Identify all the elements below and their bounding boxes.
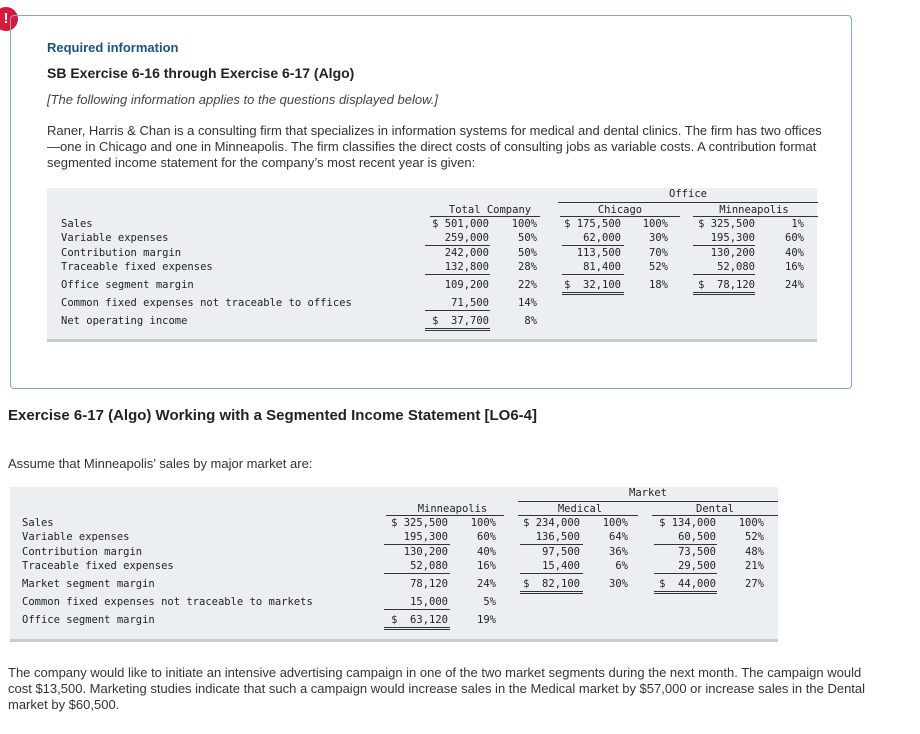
row-label: Variable expenses: [22, 531, 130, 543]
segment-a-percent: 6%: [615, 560, 628, 572]
segment-b-value: $ 44,000: [659, 578, 716, 590]
segment-a-percent: 18%: [649, 279, 668, 291]
required-information-heading: Required information: [47, 40, 179, 55]
total-value: $ 501,000: [432, 218, 489, 230]
segment-b-value: 130,200: [710, 247, 755, 259]
total-percent: 24%: [477, 578, 496, 590]
intro-paragraph: Raner, Harris & Chan is a consulting firm that specializes in information systems for medical and dental clinics. The firm has two offices—one in Chicago and one in Minneapolis. The firm classifies the direct costs of consulting jobs as variable costs. A contribution format segmented income statement for the company’s most recent year is given:: [47, 123, 822, 170]
applies-note: [The following information applies to the questions displayed below.]: [47, 92, 438, 107]
row-label: Traceable fixed expenses: [22, 560, 174, 572]
total-percent: 100%: [470, 517, 496, 529]
segment-b-value: 73,500: [678, 546, 716, 558]
segment-a-percent: 64%: [609, 531, 628, 543]
segment-a-percent: 52%: [649, 261, 668, 273]
segment-a-percent: 100%: [642, 218, 668, 230]
segment-a-percent: 70%: [649, 247, 668, 259]
segment-a-percent: 30%: [649, 232, 668, 244]
segment-a-value: 113,500: [576, 247, 621, 259]
table2-col-total: Minneapolis: [417, 503, 488, 515]
total-value: 15,000: [410, 596, 448, 608]
total-percent: 14%: [518, 297, 537, 309]
total-value: 52,080: [410, 560, 448, 572]
total-value: 242,000: [444, 247, 489, 259]
table2-group-header: Market: [629, 487, 667, 499]
segment-b-value: $ 78,120: [698, 279, 755, 291]
row-label: Traceable fixed expenses: [61, 261, 213, 273]
segment-b-percent: 48%: [745, 546, 764, 558]
total-value: 78,120: [410, 578, 448, 590]
alert-icon: !: [0, 7, 18, 31]
row-label: Common fixed expenses not traceable to offices: [61, 297, 352, 309]
segment-b-value: 29,500: [678, 560, 716, 572]
total-value: 132,800: [444, 261, 489, 273]
total-percent: 22%: [518, 279, 537, 291]
segment-a-value: 97,500: [542, 546, 580, 558]
total-percent: 28%: [518, 261, 537, 273]
segment-b-value: 195,300: [710, 232, 755, 244]
row-label: Contribution margin: [61, 247, 182, 259]
total-percent: 50%: [518, 232, 537, 244]
table1-col-a: Chicago: [597, 204, 643, 216]
segment-a-value: 62,000: [583, 232, 621, 244]
total-percent: 50%: [518, 247, 537, 259]
table1-col-b: Minneapolis: [719, 204, 789, 216]
table1-group-header: Office: [669, 188, 707, 200]
total-value: 71,500: [451, 297, 489, 309]
row-label: Sales: [61, 218, 93, 230]
segment-b-value: $ 325,500: [698, 218, 755, 230]
segment-a-value: $ 82,100: [523, 578, 580, 590]
row-label: Contribution margin: [22, 546, 143, 558]
total-percent: 100%: [511, 218, 537, 230]
row-label: Market segment margin: [22, 578, 155, 590]
segment-a-value: $ 234,000: [523, 517, 580, 529]
segment-b-value: 52,080: [717, 261, 755, 273]
total-value: 109,200: [444, 279, 489, 291]
total-percent: 40%: [477, 546, 496, 558]
total-percent: 16%: [477, 560, 496, 572]
segment-a-value: $ 32,100: [564, 279, 621, 291]
total-value: $ 325,500: [391, 517, 448, 529]
segment-a-percent: 30%: [609, 578, 628, 590]
table2-col-a: Medical: [557, 503, 603, 515]
total-percent: 8%: [524, 315, 537, 327]
table1-col-total: Total Company: [448, 204, 532, 216]
row-label: Sales: [22, 517, 54, 529]
segment-b-percent: 40%: [785, 247, 804, 259]
segment-b-value: $ 134,000: [659, 517, 716, 529]
total-percent: 5%: [483, 596, 496, 608]
campaign-paragraph: The company would like to initiate an intensive advertising campaign in one of the two market segments during the next month. The campaign would cost $13,500. Marketing studies indicate that such a campaign would increase sales in the Medical market by $57,000 or increase sales in the Dental market by $60,500.: [8, 665, 866, 712]
segment-a-value: 81,400: [583, 261, 621, 273]
segment-a-percent: 100%: [602, 517, 628, 529]
exercise-title: SB Exercise 6-16 through Exercise 6-17 (Algo): [47, 65, 355, 81]
segment-a-value: $ 175,500: [564, 218, 621, 230]
segment-a-percent: 36%: [609, 546, 628, 558]
total-value: $ 63,120: [391, 614, 448, 626]
segment-b-percent: 16%: [785, 261, 804, 273]
segment-b-percent: 100%: [738, 517, 764, 529]
row-label: Net operating income: [61, 315, 188, 327]
total-value: 259,000: [444, 232, 489, 244]
row-label: Office segment margin: [22, 614, 155, 626]
total-percent: 19%: [477, 614, 496, 626]
total-value: 130,200: [403, 546, 448, 558]
segment-b-percent: 1%: [791, 218, 804, 230]
total-value: $ 37,700: [432, 315, 489, 327]
segment-b-percent: 52%: [745, 531, 764, 543]
segment-b-value: 60,500: [678, 531, 716, 543]
row-label: Common fixed expenses not traceable to markets: [22, 596, 313, 608]
total-percent: 60%: [477, 531, 496, 543]
segment-a-value: 136,500: [535, 531, 580, 543]
assume-text: Assume that Minneapolis’ sales by major market are:: [8, 456, 313, 471]
segment-a-value: 15,400: [542, 560, 580, 572]
total-value: 195,300: [403, 531, 448, 543]
table2-col-b: Dental: [696, 503, 734, 515]
segment-b-percent: 27%: [745, 578, 764, 590]
segment-b-percent: 21%: [745, 560, 764, 572]
section-title: Exercise 6-17 (Algo) Working with a Segmented Income Statement [LO6-4]: [8, 407, 538, 424]
row-label: Office segment margin: [61, 279, 194, 291]
row-label: Variable expenses: [61, 232, 169, 244]
segment-b-percent: 60%: [785, 232, 804, 244]
segment-b-percent: 24%: [785, 279, 804, 291]
